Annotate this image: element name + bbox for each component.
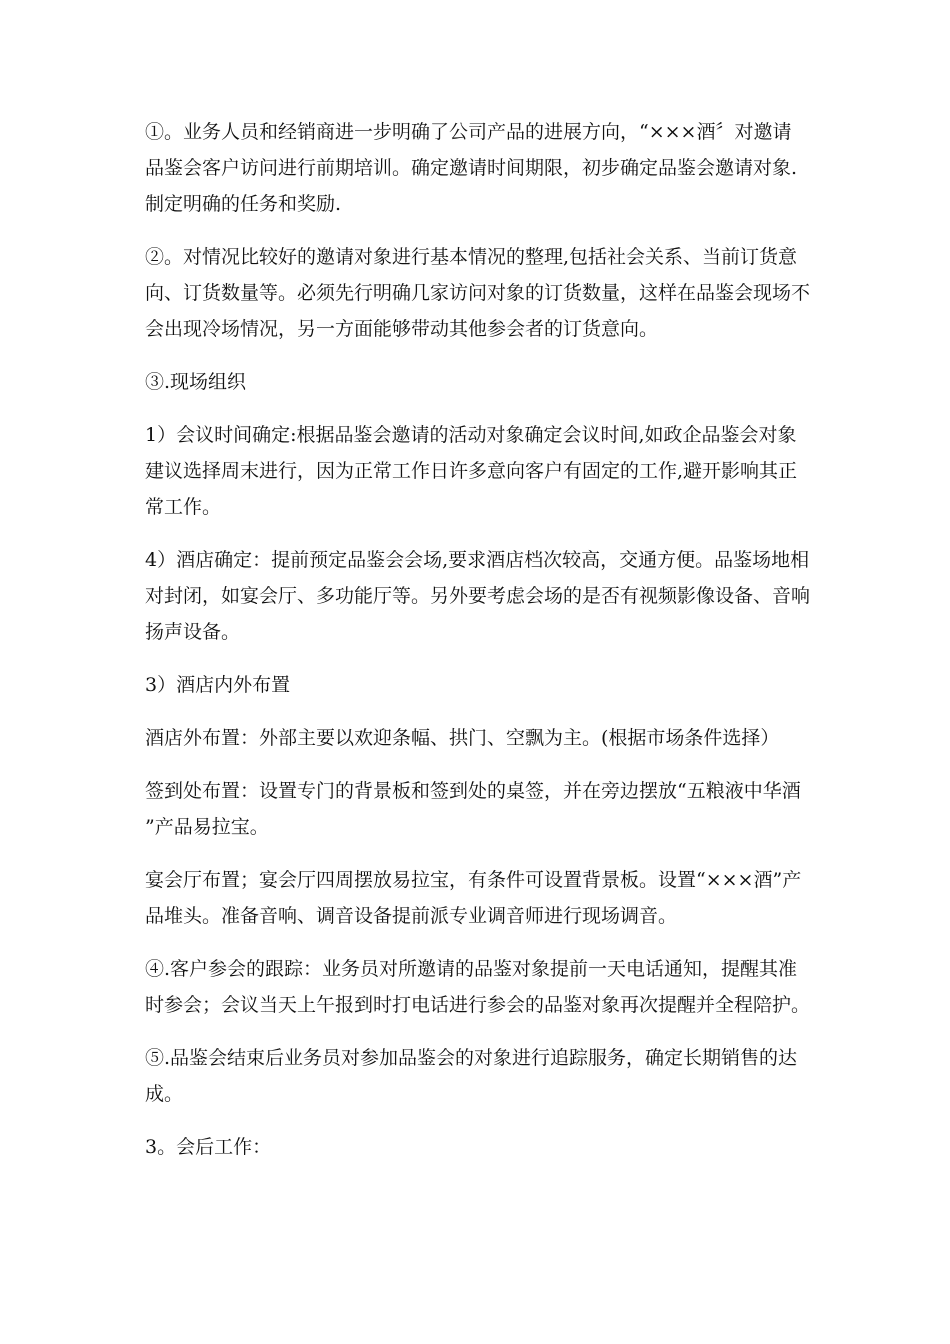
document-body [145, 114, 810, 1182]
paragraph-post-event-service: ⑤.品鉴会结束后业务员对参加品鉴会的对象进行追踪服务，确定长期销售的达成。 [145, 1047, 798, 1105]
paragraph-exterior-layout: 酒店外布置：外部主要以欢迎条幅、拱门、空飘为主。(根据市场条件选择） [145, 727, 780, 749]
paragraph-hotel-selection: 4）酒店确定：提前预定品鉴会会场,要求酒店档次较高，交通方便。品鉴场地相对封闭，如宴会厅、多功能厅等。另外要考虑会场的是否有视频影像设备、音响扬声设备。 [145, 549, 811, 643]
paragraph-meeting-time: 1）会议时间确定:根据品鉴会邀请的活动对象确定会议时间,如政企品鉴会对象建议选择周末进行，因为正常工作日许多意向客户有固定的工作,避开影响其正常工作。 [145, 424, 798, 518]
paragraph-banquet-layout: 宴会厅布置；宴会厅四周摆放易拉宝，有条件可设置背景板。设置“×××酒”产品堆头。准备音响、调音设备提前派专业调音师进行现场调音。 [145, 869, 802, 927]
heading-onsite-organization: ③.现场组织 [145, 371, 247, 393]
heading-post-meeting-work: 3。会后工作： [145, 1136, 272, 1158]
heading-hotel-layout: 3）酒店内外布置 [145, 674, 291, 696]
paragraph-invitee-information: ②。对情况比较好的邀请对象进行基本情况的整理,包括社会关系、当前订货意向、订货数量等。必须先行明确几家访问对象的订货数量，这样在品鉴会现场不会出现冷场情况，另一方面能够带动其他参会者的订货意向。 [145, 246, 811, 340]
paragraph-invitation-training: ①。业务人员和经销商进一步明确了公司产品的进展方向，“×××酒〞对邀请品鉴会客户访问进行前期培训。确定邀请时间期限，初步确定品鉴会邀请对象.制定明确的任务和奖励. [145, 121, 798, 215]
paragraph-attendance-followup: ④.客户参会的跟踪：业务员对所邀请的品鉴对象提前一天电话通知，提醒其准时参会；会议当天上午报到时打电话进行参会的品鉴对象再次提醒并全程陪护。 [145, 958, 811, 1016]
paragraph-signin-layout: 签到处布置：设置专门的背景板和签到处的桌签，并在旁边摆放“五粮液中华酒”产品易拉宝。 [145, 780, 801, 838]
